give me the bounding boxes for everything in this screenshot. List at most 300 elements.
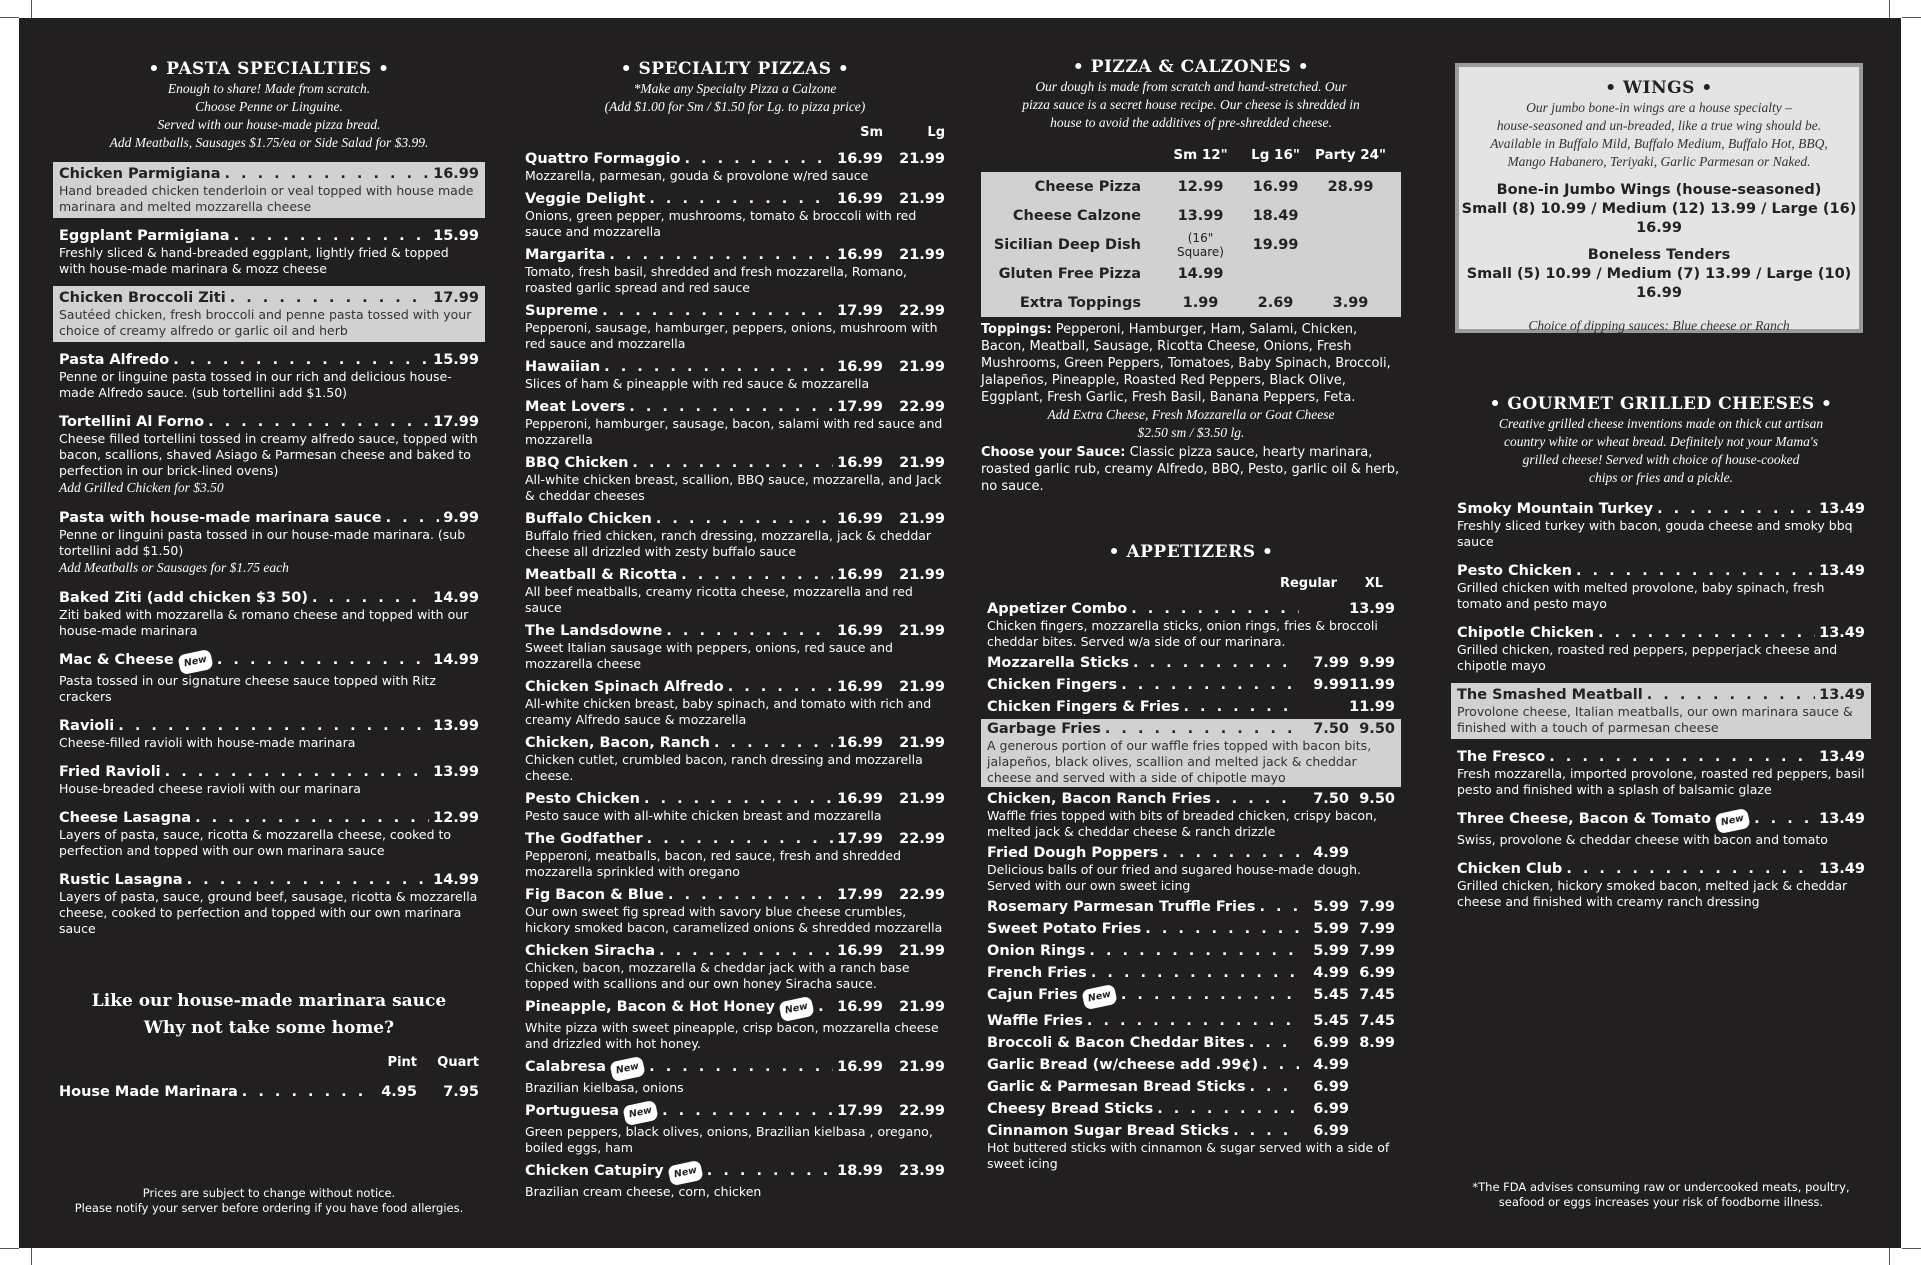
pizza-type: Extra Toppings (1019, 294, 1141, 311)
menu-item-row (525, 678, 945, 696)
leader-dots (217, 651, 429, 669)
menu-item (981, 653, 1401, 673)
item-price: 12.99 (433, 810, 479, 826)
menu-item-row (987, 600, 1395, 618)
item-price: 17.99 (433, 290, 479, 306)
grilled-cheese-intro: Creative grilled cheese inventions made on thick cut artisan country white or wheat bread. Definitely not your Mama's grilled cheese! Served with choice of house-cooked chips or fries and a pickle. (1498, 416, 1824, 485)
menu-item-row (1457, 562, 1865, 580)
new-badge: New (176, 648, 215, 677)
item-price: 5.99 (1313, 899, 1349, 915)
item-description: All-white chicken breast, scallion, BBQ sauce, mozzarella, and Jack & cheddar cheeses (525, 472, 942, 503)
boneless-tenders-prices: Small (5) 10.99 / Medium (7) 13.99 / Large (10) 16.99 (1466, 266, 1852, 301)
item-price: 16.99 (837, 791, 883, 807)
leader-dots (165, 763, 429, 781)
item-description: All beef meatballs, creamy ricotta cheese, mozzarella and red sauce (525, 584, 913, 615)
item-price: 5.45 (1313, 987, 1349, 1003)
menu-item (981, 1033, 1401, 1053)
item-description: Delicious balls of our fried and sugared house-made dough. Served with our own sweet icing (987, 862, 1361, 893)
item-price: 21.99 (899, 791, 945, 807)
item-price: 14.99 (433, 590, 479, 606)
leader-dots (173, 351, 429, 369)
leader-dots (609, 246, 833, 264)
item-price: 16.99 (837, 567, 883, 583)
item-name: French Fries (987, 965, 1087, 981)
item-description: All-white chicken breast, baby spinach, and tomato with rich and creamy Alfredo sauce & mozzarella (525, 696, 932, 727)
menu-item-row (59, 289, 479, 307)
pizza-table-price: 2.69 (1257, 294, 1294, 311)
item-price: 13.49 (1819, 563, 1865, 579)
menu-item (981, 1077, 1401, 1097)
item-name: Chicken, Bacon Ranch Fries (987, 791, 1212, 807)
calzone-appetizer-column (981, 18, 1401, 1248)
menu-item-row (525, 830, 945, 848)
leader-dots (1133, 654, 1299, 672)
leader-dots (1145, 920, 1299, 938)
item-price: 13.99 (433, 718, 479, 734)
item-price: 21.99 (899, 567, 945, 583)
item-price: 13.49 (1819, 687, 1865, 703)
appetizer-size-header (981, 575, 1401, 593)
item-name: Cheese Lasagna (59, 810, 192, 826)
pizza-table-price: (16" Square) (1177, 230, 1224, 259)
menu-item-row (525, 1058, 945, 1080)
menu-item (1451, 857, 1871, 913)
item-name: Quattro Formaggio (525, 151, 681, 167)
menu-item-row (525, 190, 945, 208)
item-price: 11.99 (1349, 699, 1395, 715)
pizza-table-row (981, 230, 1401, 259)
pizza-table-row (981, 288, 1401, 317)
item-description: Cheese-filled ravioli with house-made marinara (59, 735, 356, 750)
marinara-col-header (53, 1054, 485, 1072)
menu-item-row (525, 790, 945, 808)
item-price: 7.50 (1313, 721, 1349, 737)
marinara-promo-line1: Like our house-made marinara sauce (91, 991, 447, 1011)
item-name: Pasta with house-made marinara sauce (59, 510, 382, 526)
item-name: The Fresco (1457, 749, 1546, 765)
menu-item (53, 162, 485, 218)
item-name: Chipotle Chicken (1457, 625, 1594, 641)
marinara-promo-line2: Why not take some home? (143, 1018, 395, 1038)
menu-item (53, 586, 485, 642)
leader-dots (230, 289, 429, 307)
leader-dots (1647, 686, 1815, 704)
item-name: Margarita (525, 247, 606, 263)
leader-dots (684, 150, 833, 168)
menu-item-row (525, 454, 945, 472)
item-description: Tomato, fresh basil, shredded and fresh mozzarella, Romano, roasted garlic spread and red sauce (525, 264, 908, 295)
menu-item-row (59, 717, 479, 735)
menu-item (519, 940, 951, 994)
item-description: Pesto sauce with all-white chicken breast and mozzarella (525, 808, 882, 823)
item-name: Meatball & Ricotta (525, 567, 678, 583)
crop-mark (31, 0, 32, 18)
item-price: 16.99 (837, 735, 883, 751)
item-price: 6.99 (1359, 965, 1395, 981)
item-price: 7.45 (1359, 1013, 1395, 1029)
menu-item (1451, 497, 1871, 553)
leader-dots (1657, 500, 1815, 518)
item-price: 6.99 (1313, 1035, 1349, 1051)
menu-item-row (525, 566, 945, 584)
menu-item (1451, 621, 1871, 677)
menu-item-row (987, 676, 1395, 694)
item-description: Swiss, provolone & cheddar cheese with bacon and tomato (1457, 832, 1828, 847)
menu-item (981, 675, 1401, 695)
menu-item (981, 897, 1401, 917)
leader-dots (1089, 942, 1299, 960)
item-price: 13.49 (1819, 861, 1865, 877)
item-description: Slices of ham & pineapple with red sauce & mozzarella (525, 376, 870, 391)
menu-item-row (59, 509, 479, 527)
item-price: 16.99 (433, 166, 479, 182)
item-description: Freshly sliced turkey with bacon, gouda cheese and smoky bbq sauce (1457, 518, 1853, 549)
pizza-table-price: 14.99 (1177, 265, 1224, 282)
menu-item-row (525, 150, 945, 168)
item-price: 11.99 (1349, 677, 1395, 693)
item-price: 13.49 (1819, 811, 1865, 827)
item-name: Chicken Parmigiana (59, 166, 221, 182)
leader-dots (668, 886, 833, 904)
menu-item-row (525, 998, 945, 1020)
leader-dots (1549, 748, 1815, 766)
item-price: 9.99 (1359, 655, 1395, 671)
leader-dots (234, 227, 430, 245)
menu-item-row (59, 351, 479, 369)
leader-dots (1087, 1012, 1299, 1030)
menu-sheet (19, 18, 1901, 1248)
item-price: 9.50 (1359, 721, 1395, 737)
leader-dots (1162, 844, 1299, 862)
menu-item-row (987, 1012, 1395, 1030)
item-name: Chicken Club (1457, 861, 1563, 877)
item-price: 17.99 (837, 831, 883, 847)
item-price: 16.99 (837, 943, 883, 959)
item-price: 6.99 (1313, 1079, 1349, 1095)
item-price: 16.99 (837, 247, 883, 263)
leader-dots (1131, 600, 1299, 618)
menu-item (981, 963, 1401, 983)
item-name: Baked Ziti (add chicken $3 50) (59, 590, 308, 606)
item-description: Pepperoni, meatballs, bacon, red sauce, fresh and shredded mozzarella sprinkled with oregano (525, 848, 902, 879)
item-description: Chicken fingers, mozzarella sticks, onion rings, fries & broccoli cheddar bites. Served w/a side of our marinara. (987, 618, 1378, 649)
item-name: Smoky Mountain Turkey (1457, 501, 1654, 517)
item-price: 5.45 (1313, 1013, 1349, 1029)
item-description: Cheese filled tortellini tossed in creamy alfredo sauce, topped with bacon, scallions, shaved Asiago & Parmesan cheese and baked to perfection in our brick-lined ovens) (59, 431, 478, 478)
item-name: Chicken, Bacon, Ranch (525, 735, 710, 751)
leader-dots (1121, 986, 1299, 1004)
item-name: Garlic & Parmesan Bread Sticks (987, 1079, 1246, 1095)
item-description: Buffalo fried chicken, ranch dressing, mozzarella, jack & cheddar cheese all drizzled with zesty buffalo sauce (525, 528, 932, 559)
item-name: Meat Lovers (525, 399, 626, 415)
item-price: 21.99 (899, 511, 945, 527)
item-price: 7.99 (1359, 899, 1395, 915)
item-name: Chicken Fingers & Fries (987, 699, 1180, 715)
boneless-tenders-title: Boneless Tenders (1587, 247, 1731, 263)
item-description: Waffle fries topped with bits of breaded chicken, crispy bacon, melted jack & cheddar cheese & ranch drizzle (987, 808, 1377, 839)
menu-item-row (525, 886, 945, 904)
leader-dots (1105, 720, 1299, 738)
item-description: Layers of pasta, sauce, ground beef, sausage, ricotta & mozzarella cheese, cooked to perfection and topped with our own marinara sauce (59, 889, 478, 936)
leader-dots (681, 566, 833, 584)
pizza-table-row (981, 172, 1401, 201)
item-description: Grilled chicken with melted provolone, baby spinach, fresh tomato and pesto mayo (1457, 580, 1825, 611)
pasta-title: • PASTA SPECIALTIES • (148, 59, 390, 79)
pizza-type: Sicilian Deep Dish (993, 236, 1141, 253)
leader-dots (666, 622, 833, 640)
item-price: 16.99 (837, 999, 883, 1015)
item-price: 14.99 (433, 872, 479, 888)
menu-item (981, 1121, 1401, 1173)
item-price: 16.99 (837, 679, 883, 695)
footer-left: Prices are subject to change without notice. Please notify your server before ordering if you have food allergies. (74, 1186, 464, 1215)
item-price: 4.99 (1313, 845, 1349, 861)
item-name: Chicken Spinach Alfredo (525, 679, 724, 695)
menu-item (53, 806, 485, 862)
item-description: Penne or linguine pasta tossed in our rich and delicious house-made Alfredo sauce. (sub tortellini add $1.50) (59, 369, 452, 400)
menu-item (519, 676, 951, 730)
menu-item-row (1457, 686, 1865, 704)
item-price: 18.99 (837, 1163, 883, 1179)
item-name: Pesto Chicken (1457, 563, 1572, 579)
item-name: Supreme (525, 303, 599, 319)
leader-dots (659, 942, 833, 960)
crop-mark (1902, 17, 1921, 18)
menu-item (1451, 559, 1871, 615)
menu-item-row (987, 1100, 1395, 1118)
menu-item-row (987, 964, 1395, 982)
item-description: Chicken cutlet, crumbled bacon, ranch dressing and mozzarella cheese. (525, 752, 923, 783)
item-name: Fig Bacon & Blue (525, 887, 664, 903)
leader-dots (118, 717, 429, 735)
item-price: 5.99 (1313, 943, 1349, 959)
pizza-list (519, 148, 951, 1202)
menu-item-row (525, 246, 945, 264)
menu-item (981, 599, 1401, 651)
item-price: 21.99 (899, 623, 945, 639)
pint-header: Pint (387, 1055, 417, 1070)
item-name: Buffalo Chicken (525, 511, 652, 527)
pizza-type: Gluten Free Pizza (998, 265, 1141, 282)
leader-dots (195, 809, 429, 827)
menu-item-row (525, 1162, 945, 1184)
item-price: 21.99 (899, 1059, 945, 1075)
item-description: Onions, green pepper, mushrooms, tomato & broccoli with red sauce and mozzarella (525, 208, 917, 239)
menu-item-row (1457, 624, 1865, 642)
item-price: 22.99 (899, 303, 945, 319)
item-price: 13.49 (1819, 749, 1865, 765)
item-name: Chicken Siracha (525, 943, 656, 959)
menu-item (519, 564, 951, 618)
item-price: 9.99 (443, 510, 479, 526)
menu-item (519, 1056, 951, 1098)
item-description: Fresh mozzarella, imported provolone, roasted red peppers, basil pesto and finished with a splash of balsamic glaze (1457, 766, 1865, 797)
item-name: Portuguesa (525, 1103, 619, 1119)
menu-item (519, 1160, 951, 1202)
item-price: 17.99 (837, 303, 883, 319)
item-name: Veggie Delight (525, 191, 646, 207)
menu-item-row (987, 1034, 1395, 1052)
item-price: 17.99 (837, 887, 883, 903)
leader-dots (1249, 1078, 1299, 1096)
item-price: 22.99 (899, 399, 945, 415)
grilled-cheese-list (1451, 497, 1871, 913)
crop-mark (1889, 1248, 1890, 1265)
item-name: Fried Ravioli (59, 764, 161, 780)
menu-item (519, 188, 951, 242)
menu-item (53, 506, 485, 580)
item-description: Green peppers, black olives, onions, Brazilian kielbasa , oregano, boiled eggs, ham (525, 1124, 933, 1155)
item-name: Tortellini Al Forno (59, 414, 205, 430)
item-description: Hand breaded chicken tenderloin or veal topped with house made marinara and melted mozzarella cheese (59, 183, 474, 214)
item-price: 7.99 (1313, 655, 1349, 671)
item-name: Cajun Fries (987, 987, 1078, 1003)
item-description: Mozzarella, parmesan, gouda & provolone w/red sauce (525, 168, 869, 183)
menu-item (53, 760, 485, 800)
wings-grilled-column (1451, 18, 1871, 1248)
pizza-table-header: Sm 12" Lg 16" Party 24" (1173, 147, 1387, 163)
item-description: Grilled chicken, roasted red peppers, pepperjack cheese and chipotle mayo (1457, 642, 1838, 673)
item-description: Ziti baked with mozzarella & romano cheese and topped with our house-made marinara (59, 607, 469, 638)
pizza-table-price: 3.99 (1332, 294, 1369, 311)
toppings-list: Toppings: Pepperoni, Hamburger, Ham, Salami, Chicken, Bacon, Meatball, Sausage, Ricotta Cheese, Onions, Fresh Mushrooms, Green Peppers, Tomatoes, Baby Spinach, Broccoli, Jalapeños, Pineapple, Roasted Red Peppers, Black Olive, Eggplant, Fresh Garlic, Fresh Basil, Banana Peppers, Feta. (981, 322, 1391, 405)
footer-right: *The FDA advises consuming raw or undercooked meats, poultry, seafood or eggs increases your risk of foodborne illness. (1472, 1180, 1850, 1209)
menu-item-row (1457, 860, 1865, 878)
menu-item (1451, 745, 1871, 801)
item-note: Add Grilled Chicken for $3.50 (59, 480, 224, 495)
item-description: Hot buttered sticks with cinnamon & sugar served with a side of sweet icing (987, 1140, 1390, 1171)
leader-dots (728, 678, 833, 696)
leader-dots (649, 190, 833, 208)
pasta-column (53, 18, 485, 1248)
item-description: Brazilian kielbasa, onions (525, 1080, 684, 1095)
sauce-choices: Choose your Sauce: Classic pizza sauce, hearty marinara, roasted garlic rub, creamy Alfredo, BBQ, Pesto, garlic oil & herb, no sauce. (981, 445, 1400, 494)
grilled-cheese-title: • GOURMET GRILLED CHEESES • (1489, 394, 1833, 414)
leader-dots (312, 589, 429, 607)
leader-dots (224, 165, 429, 183)
menu-item-row (525, 398, 945, 416)
menu-item (981, 719, 1401, 787)
item-price: 21.99 (899, 359, 945, 375)
item-description: Layers of pasta, sauce, ricotta & mozzarella cheese, cooked to perfection and topped with our own marinara sauce (59, 827, 452, 858)
pint-price: 4.95 (381, 1084, 417, 1100)
item-price: 16.99 (837, 191, 883, 207)
menu-item-row (1457, 500, 1865, 518)
item-price: 21.99 (899, 247, 945, 263)
leader-dots (1121, 676, 1299, 694)
item-name: Pasta Alfredo (59, 352, 170, 368)
quart-price: 7.95 (443, 1084, 479, 1100)
item-price: 21.99 (899, 455, 945, 471)
item-name: Waffle Fries (987, 1013, 1083, 1029)
crop-mark (1889, 0, 1890, 18)
new-badge: New (621, 1099, 660, 1128)
pizza-table-price: 28.99 (1327, 178, 1374, 195)
menu-item-row (525, 510, 945, 528)
new-badge: New (1713, 807, 1752, 836)
leader-dots (1091, 964, 1299, 982)
menu-item (519, 828, 951, 882)
item-description: Pasta tossed in our signature cheese sauce topped with Ritz crackers (59, 673, 436, 704)
item-price: 22.99 (899, 1103, 945, 1119)
item-name: BBQ Chicken (525, 455, 629, 471)
item-description: Brazilian cream cheese, corn, chicken (525, 1184, 762, 1199)
pizza-column (519, 18, 951, 1248)
item-name: The Smashed Meatball (1457, 687, 1643, 703)
item-price: 8.99 (1359, 1035, 1395, 1051)
item-price: 7.99 (1359, 943, 1395, 959)
leader-dots (632, 454, 833, 472)
leader-dots (818, 998, 833, 1016)
quart-header: Quart (437, 1055, 479, 1070)
item-price: 13.49 (1819, 625, 1865, 641)
menu-item-row (987, 1056, 1395, 1074)
pizza-type: Cheese Calzone (1012, 207, 1141, 224)
leader-dots (1233, 1122, 1299, 1140)
menu-item-row (987, 720, 1395, 738)
menu-item (519, 452, 951, 506)
item-price: 13.49 (1819, 501, 1865, 517)
menu-item (519, 148, 951, 186)
crop-mark (0, 1248, 19, 1249)
bonein-wings-title: Bone-in Jumbo Wings (house-seasoned) (1496, 182, 1822, 198)
menu-item-row (987, 698, 1395, 716)
item-description: A generous portion of our waffle fries topped with bacon bits, jalapeños, black olives, scallion and melted jack & cheddar cheese and served with a side of chipotle mayo (987, 738, 1372, 785)
sm-header: Sm (860, 125, 883, 140)
item-description: Provolone cheese, Italian meatballs, our own marinara sauce & finished with a touch of parmesan cheese (1457, 704, 1853, 735)
menu-item-row (59, 413, 479, 431)
pizza-table-price: 19.99 (1252, 236, 1299, 253)
menu-item-row (59, 809, 479, 827)
extra-cheese-note: Add Extra Cheese, Fresh Mozzarella or Goat Cheese $2.50 sm / $3.50 lg. (1047, 407, 1335, 440)
pizza-table-price: 12.99 (1177, 178, 1224, 195)
leader-dots (1262, 1056, 1299, 1074)
menu-item-row (1457, 810, 1865, 832)
crop-mark (31, 1248, 32, 1265)
menu-item-row (987, 844, 1395, 862)
item-name: Chicken Broccoli Ziti (59, 290, 226, 306)
menu-item-row (987, 654, 1395, 672)
pasta-list (53, 162, 485, 940)
item-name: Mac & Cheese (59, 652, 174, 668)
menu-item (519, 244, 951, 298)
dipping-sauces: Choice of dipping sauces: Blue cheese or Ranch (1528, 318, 1790, 333)
item-description: Sweet Italian sausage with peppers, onions, red sauce and mozzarella cheese (525, 640, 893, 671)
leader-dots (1249, 1034, 1299, 1052)
menu-item (519, 620, 951, 674)
item-price: 5.99 (1313, 921, 1349, 937)
item-price: 16.99 (837, 623, 883, 639)
item-description: Chicken, bacon, mozzarella & cheddar jack with a ranch base topped with scallions and our own honey Siracha sauce. (525, 960, 910, 991)
leader-dots (1754, 810, 1815, 828)
menu-item-row (987, 898, 1395, 916)
menu-item-row (525, 302, 945, 320)
specialty-pizzas-intro: *Make any Specialty Pizza a Calzone (Add $1.00 for Sm / $1.50 for Lg. to pizza price) (604, 81, 866, 114)
item-price: 21.99 (899, 191, 945, 207)
item-name: The Landsdowne (525, 623, 663, 639)
item-name: Garlic Bread (w/cheese add .99¢) (987, 1057, 1259, 1073)
menu-item-row (59, 165, 479, 183)
pizza-table-price: 13.99 (1177, 207, 1224, 224)
item-name: Hawaiian (525, 359, 601, 375)
pizza-calzones-intro: Our dough is made from scratch and hand-stretched. Our pizza sauce is a secret house recipe. Our cheese is shredded in house to avoid the additives of pre-shredded cheese. (1022, 79, 1360, 130)
item-note: Add Meatballs or Sausages for $1.75 each (59, 560, 289, 575)
pizza-table-row (981, 259, 1401, 288)
menu-item (519, 1100, 951, 1158)
menu-item (53, 348, 485, 404)
menu-item-row (1457, 748, 1865, 766)
leader-dots (629, 398, 833, 416)
